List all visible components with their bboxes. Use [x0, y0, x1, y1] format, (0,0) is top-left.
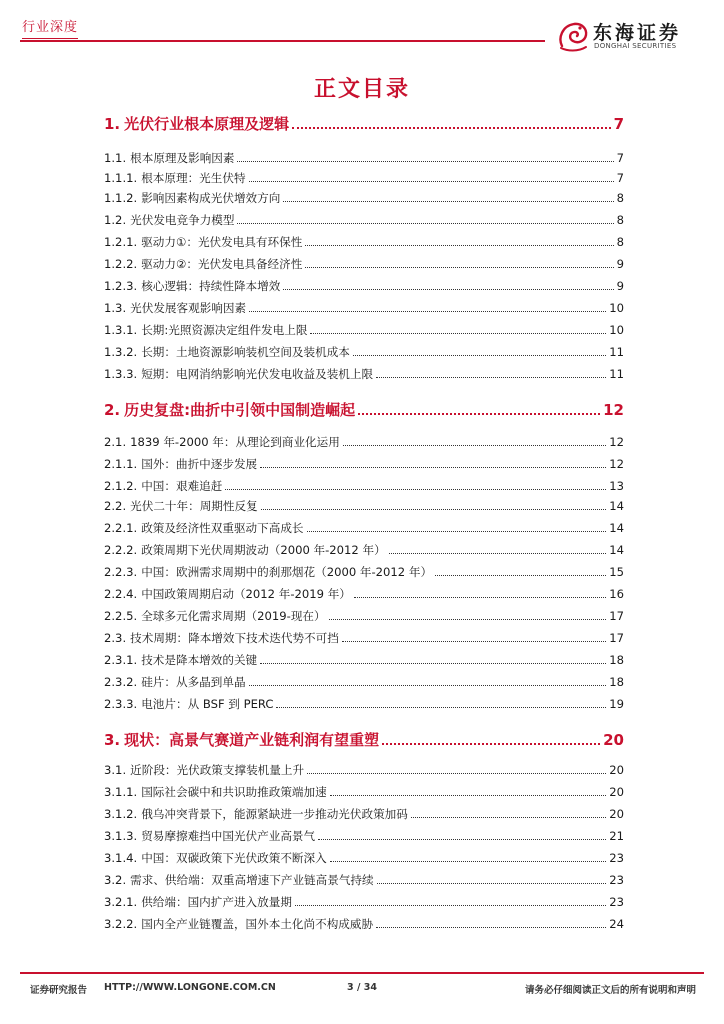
toc-entry-number: 1.1.2.: [104, 191, 138, 205]
toc-entry-title: 中国：艰难追赶: [141, 479, 223, 493]
toc-entry-level-1[interactable]: [104, 730, 624, 750]
toc-dot-leader: [283, 201, 613, 202]
toc-entry-title: 核心逻辑：持续性降本增效: [141, 279, 281, 293]
toc-entry-page: 23: [609, 895, 624, 909]
toc-entry-title: 影响因素构成光伏增效方向: [141, 191, 281, 205]
toc-entry-level-3[interactable]: [104, 850, 624, 866]
toc-entry-level-3[interactable]: [104, 478, 624, 494]
toc-entry-title: 全球多元化需求周期（2019-现在）: [141, 609, 326, 623]
toc-entry-title: 技术是降本增效的关键: [141, 653, 258, 667]
toc-entry-number: 2.1.2.: [104, 479, 138, 493]
toc-entry-page: 18: [609, 653, 624, 667]
page-footer: [0, 982, 724, 1002]
toc-entry-title: 近阶段：光伏政策支撑装机量上升: [130, 763, 305, 777]
toc-entry-level-2[interactable]: [104, 762, 624, 778]
toc-entry-page: 7: [616, 151, 624, 165]
toc-entry-number: 3.1.3.: [104, 829, 138, 843]
toc-entry-number: 2.1.1.: [104, 457, 138, 471]
brand-name-english: DONGHAI SECURITIES: [594, 42, 677, 50]
toc-entry-number: 3.1.4.: [104, 851, 138, 865]
toc-dot-leader: [307, 773, 606, 774]
toc-dot-leader: [318, 839, 606, 840]
toc-entry-page: 16: [609, 587, 624, 601]
toc-entry-title: 贸易摩擦难挡中国光伏产业高景气: [141, 829, 316, 843]
toc-entry-page: 12: [609, 435, 624, 449]
toc-entry-page: 7: [616, 171, 624, 185]
toc-dot-leader: [305, 245, 613, 246]
toc-entry-page: 15: [609, 565, 624, 579]
toc-entry-page: 21: [609, 829, 624, 843]
toc-entry-page: 11: [609, 345, 624, 359]
toc-entry-level-2[interactable]: [104, 434, 624, 450]
toc-entry-page: 18: [609, 675, 624, 689]
toc-entry-level-3[interactable]: [104, 170, 624, 186]
toc-entry-title: 历史复盘:曲折中引领中国制造崛起: [124, 401, 356, 419]
toc-entry-page: 17: [609, 631, 624, 645]
toc-entry-page: 20: [609, 763, 624, 777]
toc-entry-title: 短期：电网消纳影响光伏发电收益及装机上限: [141, 367, 374, 381]
toc-entry-page: 13: [609, 479, 624, 493]
toc-entry-number: 2.2.4.: [104, 587, 138, 601]
toc-entry-number: 1.1.: [104, 151, 127, 165]
toc-entry-level-3[interactable]: [104, 190, 624, 206]
toc-dot-leader: [354, 597, 606, 598]
dragon-logo-icon: [556, 20, 590, 54]
toc-entry-page: 14: [609, 499, 624, 513]
toc-dot-leader: [411, 817, 606, 818]
toc-dot-leader: [376, 377, 606, 378]
toc-entry-number: 3.2.1.: [104, 895, 138, 909]
toc-entry-page: 20: [609, 785, 624, 799]
toc-entry-title: 长期：土地资源影响装机空间及装机成本: [141, 345, 350, 359]
toc-entry-level-3[interactable]: [104, 806, 624, 822]
toc-entry-number: 1.2.: [104, 213, 127, 227]
toc-entry-title: 国外：曲折中逐步发展: [141, 457, 258, 471]
toc-entry-number: 2.2.3.: [104, 565, 138, 579]
toc-dot-leader: [358, 413, 600, 415]
toc-entry-level-3[interactable]: [104, 344, 624, 360]
toc-entry-title: 光伏行业根本原理及逻辑: [124, 115, 290, 133]
toc-entry-title: 国内全产业链覆盖，国外本土化尚不构成威胁: [141, 917, 374, 931]
toc-entry-title: 1839 年-2000 年：从理论到商业化运用: [130, 435, 340, 449]
toc-dot-leader: [377, 883, 607, 884]
toc-entry-title: 政策周期下光伏周期波动（2000 年-2012 年）: [141, 543, 386, 557]
toc-dot-leader: [330, 861, 607, 862]
toc-entry-page: 8: [616, 235, 624, 249]
toc-entry-title: 电池片：从 BSF 到 PERC: [141, 697, 274, 711]
toc-entry-number: 2.3.3.: [104, 697, 138, 711]
toc-entry-level-2[interactable]: [104, 630, 624, 646]
toc-entry-page: 10: [609, 301, 624, 315]
toc-entry-number: 2.2.5.: [104, 609, 138, 623]
toc-entry-level-3[interactable]: [104, 696, 624, 712]
toc-entry-number: 2.3.1.: [104, 653, 138, 667]
toc-entry-level-3[interactable]: [104, 652, 624, 668]
toc-entry-level-3[interactable]: [104, 366, 624, 382]
toc-entry-title: 驱动力②：光伏发电具备经济性: [141, 257, 303, 271]
toc-entry-number: 1.3.2.: [104, 345, 138, 359]
toc-entry-level-3[interactable]: [104, 542, 624, 558]
toc-entry-level-3[interactable]: [104, 828, 624, 844]
toc-entry-level-3[interactable]: [104, 894, 624, 910]
toc-entry-level-3[interactable]: [104, 916, 624, 932]
toc-entry-page: 23: [609, 873, 624, 887]
page-number: 3 / 34: [347, 982, 377, 993]
toc-entry-page: 12: [609, 457, 624, 471]
toc-entry-level-1[interactable]: [104, 400, 624, 420]
toc-entry-number: 3.1.1.: [104, 785, 138, 799]
toc-entry-level-3[interactable]: [104, 520, 624, 536]
toc-entry-number: 1.2.2.: [104, 257, 138, 271]
toc-entry-number: 1.2.1.: [104, 235, 138, 249]
toc-entry-page: 14: [609, 521, 624, 535]
toc-dot-leader: [342, 641, 606, 642]
toc-entry-page: 10: [609, 323, 624, 337]
toc-entry-title: 硅片：从多晶到单晶: [141, 675, 246, 689]
toc-dot-leader: [249, 311, 606, 312]
toc-entry-number: 1.3.: [104, 301, 127, 315]
toc-entry-level-3[interactable]: [104, 278, 624, 294]
toc-entry-level-3[interactable]: [104, 608, 624, 624]
toc-entry-level-2[interactable]: [104, 872, 624, 888]
toc-entry-page: 7: [613, 115, 624, 133]
toc-dot-leader: [295, 905, 606, 906]
toc-entry-title: 光伏发电竞争力模型: [130, 213, 235, 227]
toc-entry-page: 19: [609, 697, 624, 711]
toc-dot-leader: [260, 467, 606, 468]
page-header: [0, 0, 724, 58]
toc-entry-number: 3.1.: [104, 763, 127, 777]
toc-entry-page: 9: [616, 257, 624, 271]
toc-entry-number: 2.2.1.: [104, 521, 138, 535]
toc-entry-number: 1.1.1.: [104, 171, 138, 185]
section-tag: 行业深度: [22, 16, 78, 39]
toc-entry-number: 3.1.2.: [104, 807, 138, 821]
toc-dot-leader: [249, 181, 614, 182]
toc-entry-title: 中国政策周期启动（2012 年-2019 年）: [141, 587, 351, 601]
toc-dot-leader: [329, 619, 607, 620]
toc-dot-leader: [276, 707, 606, 708]
toc-entry-level-2[interactable]: [104, 300, 624, 316]
toc-entry-level-3[interactable]: [104, 784, 624, 800]
toc-entry-level-3[interactable]: [104, 586, 624, 602]
toc-dot-leader: [376, 927, 606, 928]
toc-dot-leader: [310, 333, 606, 334]
toc-dot-leader: [305, 267, 613, 268]
toc-entry-title: 国际社会碳中和共识助推政策端加速: [141, 785, 327, 799]
toc-entry-number: 2.3.: [104, 631, 127, 645]
toc-dot-leader: [225, 489, 606, 490]
toc-dot-leader: [435, 575, 606, 576]
toc-entry-number: 1.3.3.: [104, 367, 138, 381]
toc-dot-leader: [292, 127, 610, 129]
toc-entry-level-3[interactable]: [104, 234, 624, 250]
toc-dot-leader: [283, 289, 613, 290]
toc-dot-leader: [260, 663, 606, 664]
footer-rule: [20, 972, 704, 974]
toc-dot-leader: [382, 743, 600, 745]
toc-entry-page: 8: [616, 213, 624, 227]
toc-entry-title: 俄乌冲突背景下，能源紧缺进一步推动光伏政策加码: [141, 807, 408, 821]
toc-dot-leader: [249, 685, 607, 686]
toc-entry-level-3[interactable]: [104, 256, 624, 272]
toc-entry-title: 中国：欧洲需求周期中的刹那烟花（2000 年-2012 年）: [141, 565, 433, 579]
toc-dot-leader: [261, 509, 607, 510]
toc-entry-page: 24: [609, 917, 624, 931]
toc-entry-number: 2.3.2.: [104, 675, 138, 689]
toc-entry-number: 2.: [104, 401, 121, 419]
toc-entry-title: 技术周期：降本增效下技术迭代势不可挡: [130, 631, 339, 645]
toc-entry-number: 3.2.: [104, 873, 127, 887]
toc-entry-title: 根本原理及影响因素: [130, 151, 235, 165]
toc-entry-level-3[interactable]: [104, 322, 624, 338]
toc-entry-level-3[interactable]: [104, 564, 624, 580]
footer-report-label: 证券研究报告: [30, 985, 88, 996]
header-rule: [20, 40, 545, 42]
toc-entry-number: 2.2.: [104, 499, 127, 513]
toc-entry-title: 光伏二十年：周期性反复: [130, 499, 258, 513]
toc-entry-number: 3.: [104, 731, 121, 749]
brand-name: 东海证券: [593, 22, 682, 44]
toc-entry-page: 17: [609, 609, 624, 623]
toc-entry-page: 8: [616, 191, 624, 205]
toc-entry-page: 9: [616, 279, 624, 293]
toc-dot-leader: [389, 553, 607, 554]
toc-entry-title: 现状：高景气赛道产业链利润有望重塑: [124, 731, 380, 749]
toc-dot-leader: [307, 531, 607, 532]
toc-entry-title: 政策及经济性双重驱动下高成长: [141, 521, 304, 535]
toc-entry-number: 3.2.2.: [104, 917, 138, 931]
toc-entry-page: 23: [609, 851, 624, 865]
toc-entry-page: 11: [609, 367, 624, 381]
toc-dot-leader: [330, 795, 607, 796]
toc-entry-number: 1.: [104, 115, 121, 133]
toc-entry-number: 2.1.: [104, 435, 127, 449]
toc-entry-level-1[interactable]: [104, 114, 624, 134]
toc-entry-number: 2.2.2.: [104, 543, 138, 557]
toc-entry-title: 供给端：国内扩产进入放量期: [141, 895, 292, 909]
toc-entry-level-2[interactable]: [104, 498, 624, 514]
toc-entry-title: 根本原理：光生伏特: [141, 171, 246, 185]
toc-entry-title: 驱动力①：光伏发电具有环保性: [141, 235, 303, 249]
toc-dot-leader: [343, 445, 606, 446]
toc-entry-title: 中国：双碳政策下光伏政策不断深入: [141, 851, 327, 865]
toc-entry-number: 1.3.1.: [104, 323, 138, 337]
toc-dot-leader: [237, 223, 613, 224]
toc-entry-level-3[interactable]: [104, 456, 624, 472]
toc-entry-page: 20: [609, 807, 624, 821]
toc-entry-level-3[interactable]: [104, 674, 624, 690]
toc-entry-page: 14: [609, 543, 624, 557]
toc-entry-title: 长期:光照资源决定组件发电上限: [141, 323, 308, 337]
toc-dot-leader: [237, 161, 613, 162]
toc-entry-level-2[interactable]: [104, 212, 624, 228]
toc-entry-page: 12: [603, 401, 624, 419]
footer-url[interactable]: HTTP://WWW.LONGONE.COM.CN: [104, 982, 276, 993]
toc-entry-page: 20: [603, 731, 624, 749]
toc-entry-title: 光伏发展客观影响因素: [130, 301, 247, 315]
toc-dot-leader: [353, 355, 606, 356]
toc-entry-title: 需求、供给端：双重高增速下产业链高景气持续: [130, 873, 374, 887]
toc-title: 正文目录: [313, 77, 410, 102]
toc-entry-level-2[interactable]: [104, 150, 624, 166]
toc-entry-number: 1.2.3.: [104, 279, 138, 293]
footer-disclaimer: 请务必仔细阅读正文后的所有说明和声明: [524, 985, 696, 996]
